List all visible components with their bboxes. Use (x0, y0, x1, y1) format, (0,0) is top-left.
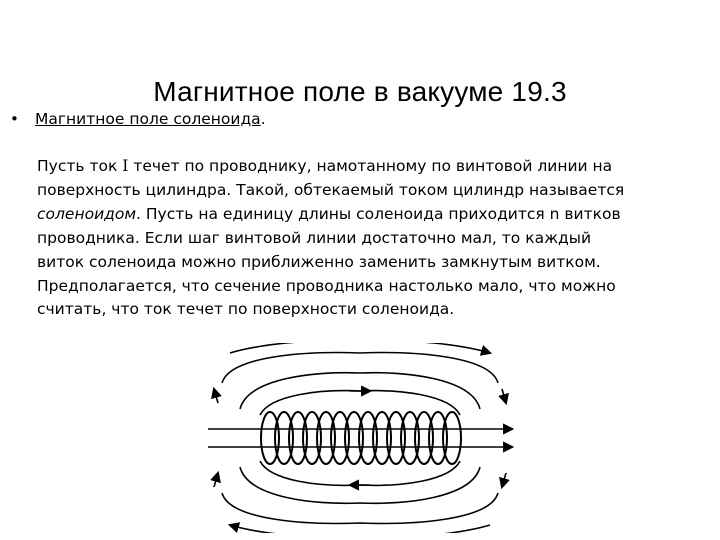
field-line-top-outer (230, 343, 490, 353)
field-arrow-right-upper (502, 389, 506, 403)
paragraph-line-6: Предполагается, что сечение проводника настолько мало, что можно (37, 276, 616, 295)
field-line-bottom-2 (222, 493, 498, 523)
current-symbol: I (122, 157, 129, 175)
paragraph-line-5: виток соленоида можно приближенно заменить замкнутым витком. (37, 252, 601, 271)
line1-end: течет по проводнику, намотанному по винтовой линии на (128, 157, 613, 175)
solenoid-field-figure (200, 343, 520, 533)
field-line-top-inner (260, 391, 460, 415)
paragraph-line-7: считать, что ток течет по поверхности соленоида. (37, 300, 455, 319)
field-arrow-left-upper (214, 389, 218, 403)
bullet-text (35, 110, 266, 128)
paragraph-line-4: проводника. Если шаг винтовой линии достаточно мал, то каждый (37, 228, 592, 247)
paragraph-line-1 (37, 155, 697, 179)
slide-title: Магнитное поле в вакууме 19.3 (153, 76, 567, 107)
line1-start: Пусть ток (37, 157, 123, 175)
body-paragraph (37, 155, 697, 322)
bullet-heading-underlined: Магнитное поле соленоида (35, 110, 261, 128)
field-line-top-2 (222, 353, 498, 383)
bullet-period: . (260, 110, 266, 128)
paragraph-line-3 (37, 203, 697, 227)
term-solenoid: соленоидом (37, 204, 137, 223)
line3-rest: . Пусть на единицу длины соленоида приходится n витков (136, 204, 621, 223)
field-line-bottom-inner (260, 461, 460, 485)
field-line-bottom-outer (230, 525, 490, 533)
field-arrow-left-lower (214, 473, 218, 487)
field-arrow-right-lower (502, 473, 506, 487)
paragraph-line-2: поверхность цилиндра. Такой, обтекаемый током цилиндр называется (37, 180, 625, 199)
bullet-marker: • (10, 110, 19, 128)
coil-turns (261, 412, 461, 464)
